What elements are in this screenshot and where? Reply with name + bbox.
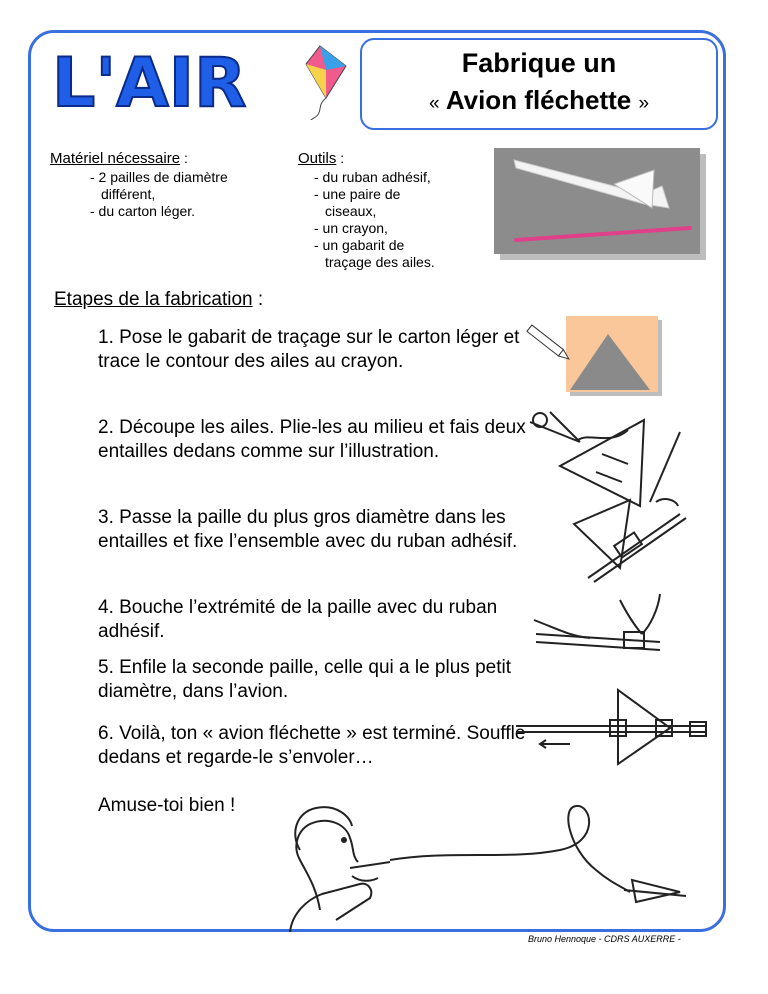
tools-item: - un crayon,	[314, 220, 388, 236]
closing-text: Amuse-toi bien !	[98, 795, 236, 816]
step-5: 5. Enfile la seconde paille, celle qui a le plus petit diamètre, dans l’avion.	[98, 657, 511, 702]
materials-section: Matériel nécessaire : - 2 pailles de diamètre différent, - du carton léger.	[50, 150, 270, 220]
page-title-main: Avion fléchette	[445, 85, 632, 115]
page-title-line1: Fabrique un	[461, 48, 617, 78]
tools-item: - du ruban adhésif,	[314, 169, 431, 185]
assembly-illustration	[560, 494, 700, 584]
step-3: 3. Passe la paille du plus gros diamètre dans les entailles et fixe l’ensemble avec du ruban adhésif.	[98, 507, 518, 552]
tools-item: - une paire de	[314, 186, 401, 202]
pencil-icon	[527, 325, 571, 362]
materials-item: - 2 pailles de diamètre	[90, 169, 228, 185]
plane-illustration	[510, 686, 710, 766]
quote-close: »	[638, 93, 650, 114]
materials-heading: Matériel nécessaire	[50, 150, 181, 167]
logo-lair	[48, 42, 348, 120]
materials-photo	[494, 148, 700, 254]
taping-illustration	[530, 590, 700, 666]
tools-heading: Outils	[298, 150, 337, 167]
template-illustration	[520, 312, 670, 400]
page-title-line2	[362, 85, 716, 116]
boy-blowing-illustration	[240, 790, 710, 932]
quote-open: «	[428, 93, 440, 114]
tools-item: - un gabarit de	[314, 237, 405, 253]
kite-icon	[302, 46, 346, 120]
tools-item: ciseaux,	[325, 203, 377, 219]
tools-section: Outils : - du ruban adhésif, - une paire de ciseaux, - un crayon, - un gabarit de traçage des ailes.	[298, 150, 478, 271]
footer-credit: Bruno Hennoque - CDRS AUXERRE -	[528, 934, 681, 944]
step-4: 4. Bouche l’extrémité de la paille avec du ruban adhésif.	[98, 597, 498, 642]
step-2: 2. Découpe les ailes. Plie-les au milieu et fais deux entailles dedans comme sur l’illustration.	[98, 417, 526, 462]
logo-text: L'AIR	[52, 44, 247, 120]
tools-item: traçage des ailes.	[325, 254, 435, 270]
step-6: 6. Voilà, ton « avion fléchette » est terminé. Souffle dedans et regarde-le s’envoler…	[98, 723, 526, 768]
materials-item: - du carton léger.	[90, 203, 196, 219]
steps-heading: Etapes de la fabrication :	[54, 289, 264, 310]
title-box	[360, 38, 718, 130]
materials-item: différent,	[101, 186, 156, 202]
step-1: 1. Pose le gabarit de traçage sur le carton léger et trace le contour des ailes au crayon.	[98, 327, 520, 372]
